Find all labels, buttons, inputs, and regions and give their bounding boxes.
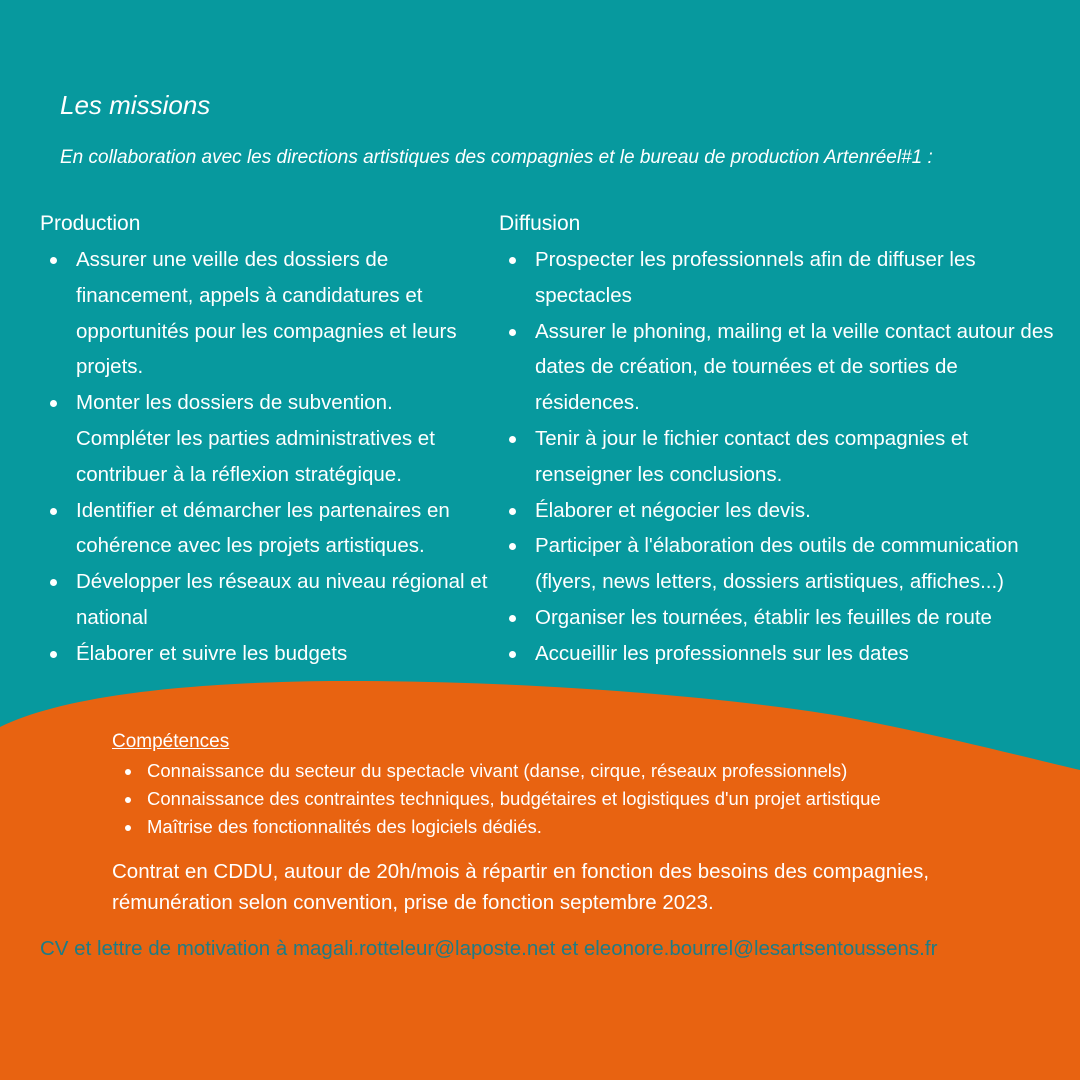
competences-list [112, 757, 1032, 841]
list-item: Maîtrise des fonctionnalités des logiciels dédiés. [147, 813, 1032, 841]
production-heading: Production [40, 212, 141, 235]
competences-section [112, 729, 1032, 841]
diffusion-list [499, 242, 1059, 672]
list-item: Connaissance des contraintes techniques, budgétaires et logistiques d'un projet artistique [147, 785, 1032, 813]
list-item: Identifier et démarcher les partenaires en cohérence avec les projets artistiques. [76, 493, 490, 565]
page-title: Les missions [60, 90, 211, 120]
competences-heading: Compétences [112, 731, 230, 752]
intro-text: En collaboration avec les directions artistiques des compagnies et le bureau de production Artenréel#1 : [60, 147, 933, 168]
production-list [40, 242, 490, 672]
list-item: Organiser les tournées, établir les feuilles de route [535, 600, 1059, 636]
list-item: Participer à l'élaboration des outils de communication (flyers, news letters, dossiers artistiques, affiches...) [535, 528, 1059, 600]
diffusion-heading: Diffusion [499, 212, 581, 235]
list-item: Élaborer et suivre les budgets [76, 636, 490, 672]
contract-text: Contrat en CDDU, autour de 20h/mois à répartir en fonction des besoins des compagnies, rémunération selon convention, prise de fonction septembre 2023. [112, 860, 930, 914]
list-item: Assurer une veille des dossiers de financement, appels à candidatures et opportunités pour les compagnies et leurs projets. [76, 242, 490, 385]
list-item: Élaborer et négocier les devis. [535, 493, 1059, 529]
list-item: Monter les dossiers de subvention. Compléter les parties administratives et contribuer à la réflexion stratégique. [76, 385, 490, 492]
list-item: Tenir à jour le fichier contact des compagnies et renseigner les conclusions. [535, 421, 1059, 493]
list-item: Prospecter les professionnels afin de diffuser les spectacles [535, 242, 1059, 314]
list-item: Accueillir les professionnels sur les dates [535, 636, 1059, 672]
list-item: Connaissance du secteur du spectacle vivant (danse, cirque, réseaux professionnels) [147, 757, 1032, 785]
production-section [40, 210, 490, 672]
list-item: Développer les réseaux au niveau régional et national [76, 564, 490, 636]
diffusion-section [499, 210, 1059, 672]
list-item: Assurer le phoning, mailing et la veille contact autour des dates de création, de tournées et de sorties de résidences. [535, 314, 1059, 421]
contact-text: CV et lettre de motivation à magali.rotteleur@laposte.net et eleonore.bourrel@lesartsentoussens.fr [40, 937, 938, 960]
